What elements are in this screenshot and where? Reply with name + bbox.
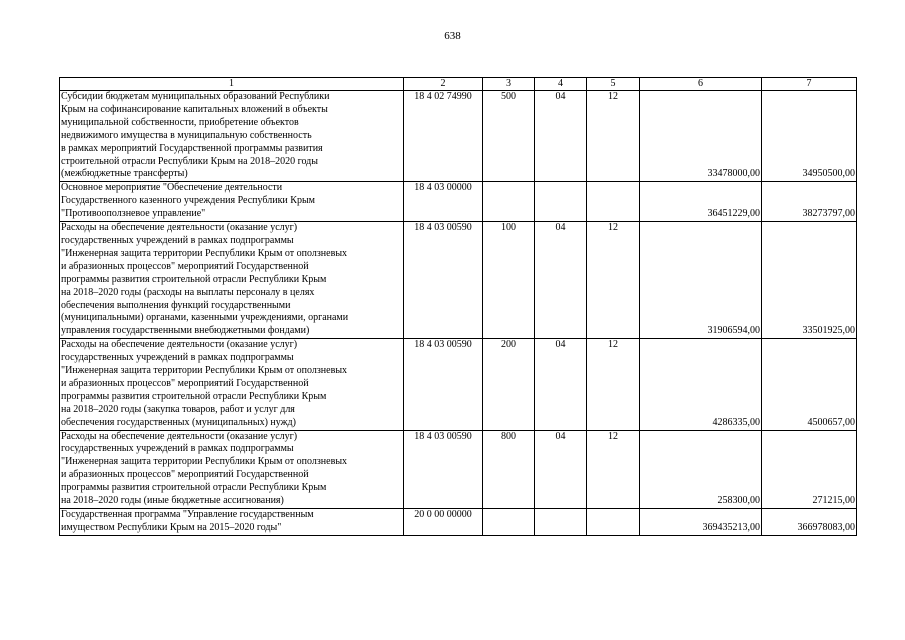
section-cell: 04 bbox=[535, 339, 587, 430]
description-line: и абразионных процессов" мероприятий Государственной bbox=[61, 260, 309, 272]
code-cell: 18 4 03 00590 bbox=[404, 339, 483, 430]
description-cell bbox=[60, 339, 404, 430]
amount-col7-cell: 366978083,00 bbox=[762, 509, 857, 536]
amount-col7-cell: 4500657,00 bbox=[762, 339, 857, 430]
description-line: и абразионных процессов" мероприятий Государственной bbox=[61, 469, 309, 481]
description-line: государственных учреждений в рамках подпрограммы bbox=[61, 234, 294, 246]
description-line: Крым на софинансирование капитальных вложений в объекты bbox=[61, 103, 328, 115]
description-line: Расходы на обеспечение деятельности (оказание услуг) bbox=[61, 339, 298, 351]
table-row bbox=[60, 430, 857, 508]
description-line: "Инженерная защита территории Республики Крым от оползневых bbox=[61, 247, 348, 259]
description-line: "Инженерная защита территории Республики Крым от оползневых bbox=[61, 456, 348, 468]
header-cell: 1 bbox=[60, 78, 404, 91]
amount-col7-cell: 38273797,00 bbox=[762, 182, 857, 222]
description-cell bbox=[60, 222, 404, 339]
amount-col6-cell: 369435213,00 bbox=[640, 509, 762, 536]
description-line: на 2018–2020 годы (закупка товаров, работ и услуг для bbox=[61, 403, 295, 415]
description-line: на 2018–2020 годы (иные бюджетные ассигнования) bbox=[61, 495, 284, 507]
description-line: Расходы на обеспечение деятельности (оказание услуг) bbox=[61, 430, 298, 442]
expense-type-cell: 500 bbox=[483, 91, 535, 182]
section-cell: 04 bbox=[535, 91, 587, 182]
description-line: государственных учреждений в рамках подпрограммы bbox=[61, 352, 294, 364]
description-line: в рамках мероприятий Государственной программы развития bbox=[61, 142, 323, 154]
amount-col6-cell: 36451229,00 bbox=[640, 182, 762, 222]
description-cell bbox=[60, 91, 404, 182]
description-line: Субсидии бюджетам муниципальных образований Республики bbox=[61, 91, 330, 102]
header-cell: 6 bbox=[640, 78, 762, 91]
expense-type-cell: 200 bbox=[483, 339, 535, 430]
description-line: недвижимого имущества в муниципальную собственность bbox=[61, 129, 312, 141]
description-line: имуществом Республики Крым на 2015–2020 годы" bbox=[61, 521, 282, 533]
description-line: Основное мероприятие "Обеспечение деятельности bbox=[61, 182, 283, 194]
subsection-cell bbox=[587, 509, 640, 536]
description-line: программы развития строительной отрасли Республики Крым bbox=[61, 390, 327, 402]
description-cell bbox=[60, 430, 404, 508]
description-line: "Противооползневое управление" bbox=[61, 208, 206, 220]
description-line: программы развития строительной отрасли Республики Крым bbox=[61, 273, 327, 285]
amount-col7-cell: 33501925,00 bbox=[762, 222, 857, 339]
table-row bbox=[60, 339, 857, 430]
description-line: строительной отрасли Республики Крым на 2018–2020 годы bbox=[61, 155, 318, 167]
description-line: обеспечения выполнения функций государственными bbox=[61, 299, 291, 311]
code-cell: 18 4 03 00000 bbox=[404, 182, 483, 222]
header-cell: 2 bbox=[404, 78, 483, 91]
section-cell bbox=[535, 509, 587, 536]
description-line: муниципальной собственности, приобретение объектов bbox=[61, 116, 299, 128]
description-line: и абразионных процессов" мероприятий Государственной bbox=[61, 377, 309, 389]
amount-col6-cell: 4286335,00 bbox=[640, 339, 762, 430]
table-row bbox=[60, 91, 857, 182]
description-line: управления государственными внебюджетными фондами) bbox=[61, 325, 310, 337]
amount-col6-cell: 33478000,00 bbox=[640, 91, 762, 182]
description-line: Государственная программа "Управление государственным bbox=[61, 509, 314, 520]
subsection-cell bbox=[587, 182, 640, 222]
description-line: обеспечения государственных (муниципальных) нужд) bbox=[61, 416, 296, 428]
subsection-cell: 12 bbox=[587, 222, 640, 339]
description-line: "Инженерная защита территории Республики Крым от оползневых bbox=[61, 365, 348, 377]
header-cell: 4 bbox=[535, 78, 587, 91]
expense-type-cell bbox=[483, 182, 535, 222]
expense-type-cell: 100 bbox=[483, 222, 535, 339]
subsection-cell: 12 bbox=[587, 91, 640, 182]
subsection-cell: 12 bbox=[587, 339, 640, 430]
code-cell: 18 4 02 74990 bbox=[404, 91, 483, 182]
code-cell: 18 4 03 00590 bbox=[404, 222, 483, 339]
section-cell: 04 bbox=[535, 430, 587, 508]
header-cell: 5 bbox=[587, 78, 640, 91]
description-line: Расходы на обеспечение деятельности (оказание услуг) bbox=[61, 222, 298, 234]
description-line: программы развития строительной отрасли Республики Крым bbox=[61, 482, 327, 494]
header-cell: 7 bbox=[762, 78, 857, 91]
description-cell bbox=[60, 509, 404, 536]
table-row bbox=[60, 222, 857, 339]
description-line: (межбюджетные трансферты) bbox=[61, 168, 188, 180]
page-number: 638 bbox=[444, 30, 461, 42]
description-line: Государственного казенного учреждения Республики Крым bbox=[61, 195, 315, 207]
section-cell bbox=[535, 182, 587, 222]
table-row bbox=[60, 509, 857, 536]
expense-type-cell: 800 bbox=[483, 430, 535, 508]
code-cell: 18 4 03 00590 bbox=[404, 430, 483, 508]
header-cell: 3 bbox=[483, 78, 535, 91]
subsection-cell: 12 bbox=[587, 430, 640, 508]
section-cell: 04 bbox=[535, 222, 587, 339]
amount-col6-cell: 31906594,00 bbox=[640, 222, 762, 339]
amount-col7-cell: 34950500,00 bbox=[762, 91, 857, 182]
description-line: государственных учреждений в рамках подпрограммы bbox=[61, 443, 294, 455]
header-row bbox=[60, 78, 857, 91]
table-row bbox=[60, 182, 857, 222]
amount-col6-cell: 258300,00 bbox=[640, 430, 762, 508]
amount-col7-cell: 271215,00 bbox=[762, 430, 857, 508]
expense-type-cell bbox=[483, 509, 535, 536]
description-line: на 2018–2020 годы (расходы на выплаты персоналу в целях bbox=[61, 286, 315, 298]
description-cell bbox=[60, 182, 404, 222]
code-cell: 20 0 00 00000 bbox=[404, 509, 483, 536]
budget-table bbox=[59, 77, 857, 536]
description-line: (муниципальными) органами, казенными учреждениями, органами bbox=[61, 312, 349, 324]
